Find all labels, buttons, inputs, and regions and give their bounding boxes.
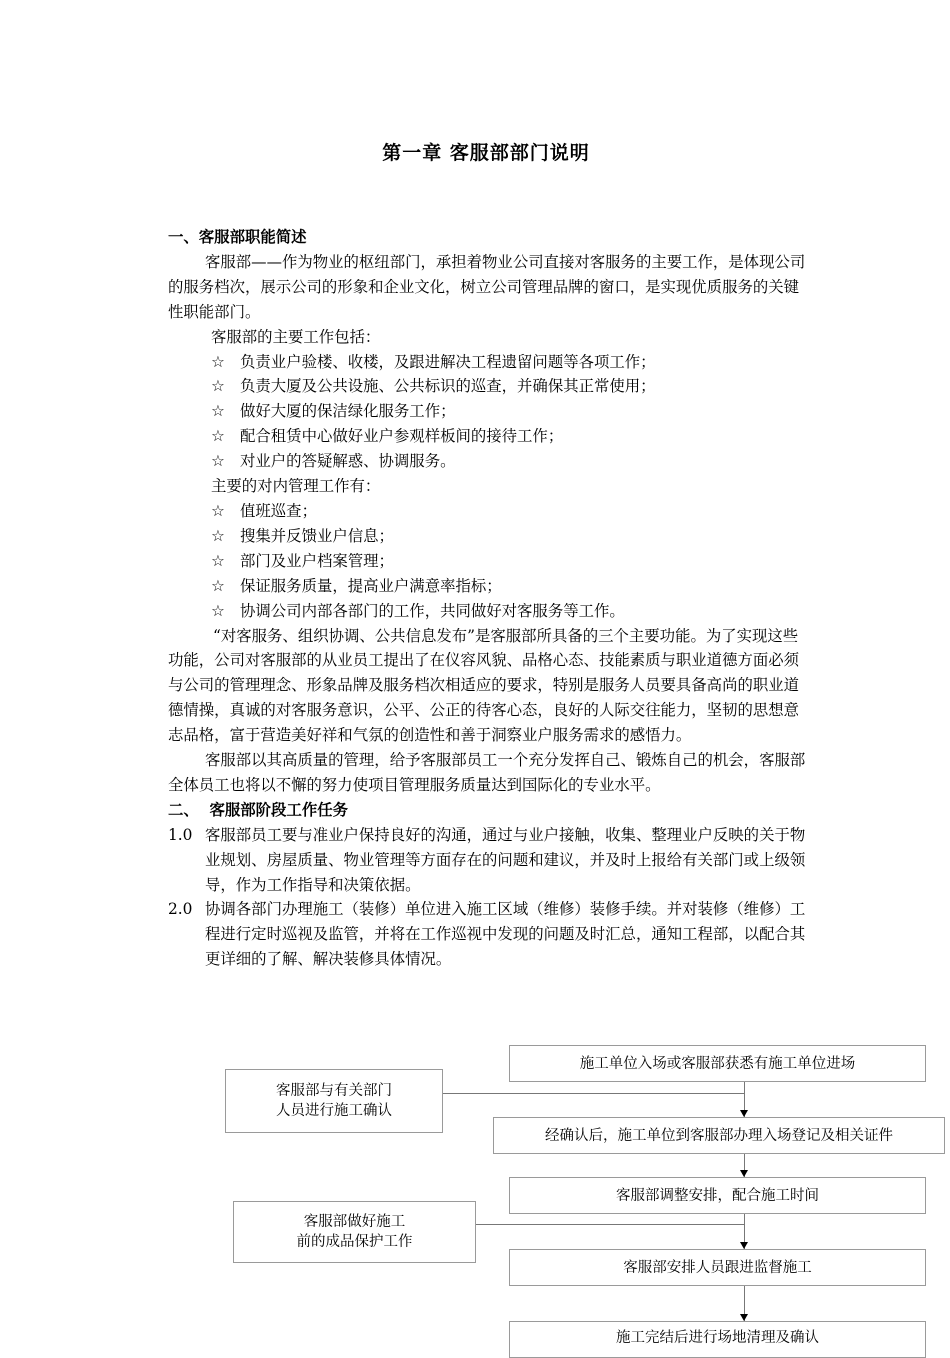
list-item: ☆ 对业户的答疑解惑、协调服务。 [168,449,808,474]
arrow-icon [740,1170,748,1177]
list-item: ☆ 负责大厦及公共设施、公共标识的巡查，并确保其正常使用； [168,374,808,399]
section1-intro: 客服部——作为物业的枢纽部门，承担着物业公司直接对客服务的主要工作，是体现公司的服务档次，展示公司的形象和企业文化，树立公司管理品牌的窗口，是实现优质服务的关键性职能部门。 [168,252,806,321]
star-icon: ☆ [211,576,225,595]
functions-paragraph: “对客服务、组织协调、公共信息发布”是客服部所具备的三个主要功能。为了实现这些功能，公司对客服部的从业员工提出了在仪容风貌、品格心态、技能素质与职业道德方面必须与公司的管理理念、形象品牌及服务档次相适应的要求，特别是服务人员要具备高尚的职业道德情操，真诚的对客服务意识，公平、公正的待客心态，良好的人际交往能力，坚韧的思想意志品格，富于营造美好祥和气氛的创造性和善于洞察业户服务需求的感悟力。 [168,626,800,745]
arrow-icon [740,1110,748,1117]
side-connector [476,1224,745,1225]
main-work-label: 客服部的主要工作包括： [211,327,381,346]
star-icon: ☆ [211,526,225,545]
star-icon: ☆ [211,427,225,446]
flow-step: 施工完结后进行场地清理及确认 [509,1321,926,1358]
list-item: ☆ 值班巡查； [168,499,808,524]
flow-step: 施工单位入场或客服部获悉有施工单位进场 [509,1045,926,1082]
star-icon: ☆ [211,601,225,620]
item-text: 客服部员工要与准业户保持良好的沟通，通过与业户接触，收集、整理业户反映的关于物业规划、房屋质量、物业管理等方面存在的问题和建议，并及时上报给有关部门或上级领导，作为工作指导和决策依据。 [205,825,806,894]
list-item: ☆ 协调公司内部各部门的工作，共同做好对客服务等工作。 [168,599,808,624]
star-icon: ☆ [211,377,225,396]
star-icon: ☆ [211,551,225,570]
flow-step: 经确认后，施工单位到客服部办理入场登记及相关证件 [493,1117,945,1154]
flow-step: 客服部安排人员跟进监督施工 [509,1249,926,1286]
section1-heading: 一、客服部职能简述 [168,228,307,246]
flow-side-note: 客服部做好施工 前的成品保护工作 [233,1201,476,1263]
section2-heading: 二、 客服部阶段工作任务 [168,800,349,819]
arrow-icon [740,1314,748,1321]
list-item: ☆ 搜集并反馈业户信息； [168,524,808,549]
list-item: ☆ 做好大厦的保洁绿化服务工作； [168,399,808,424]
internal-work-label: 主要的对内管理工作有： [211,477,381,496]
side-connector [443,1093,745,1094]
item-number: 1.0 [168,825,193,844]
star-icon: ☆ [211,352,225,371]
star-icon: ☆ [211,452,225,471]
list-item: ☆ 配合租赁中心做好业户参观样板间的接待工作； [168,424,808,449]
chapter-title: 第一章 客服部部门说明 [382,142,590,164]
list-item: ☆ 负责业户验楼、收楼，及跟进解决工程遗留问题等各项工作； [168,350,808,375]
numbered-item [168,897,808,972]
flow-step: 客服部调整安排，配合施工时间 [509,1177,926,1214]
closing-paragraph: 客服部以其高质量的管理，给予客服部员工一个充分发挥自己、锻炼自己的机会，客服部全体员工也将以不懈的努力使项目管理服务质量达到国际化的专业水平。 [168,751,806,794]
document-body [168,225,808,972]
flow-side-note: 客服部与有关部门 人员进行施工确认 [225,1069,443,1133]
item-number: 2.0 [168,900,193,919]
star-icon: ☆ [211,501,225,520]
star-icon: ☆ [211,402,225,421]
list-item: ☆ 部门及业户档案管理； [168,549,808,574]
arrow-icon [740,1242,748,1249]
item-text: 协调各部门办理施工（装修）单位进入施工区域（维修）装修手续。并对装修（维修）工程进行定时巡视及监管，并将在工作巡视中发现的问题及时汇总，通知工程部，以配合其更详细的了解、解决装修具体情况。 [205,900,806,969]
numbered-item [168,823,808,898]
list-item: ☆ 保证服务质量，提高业户满意率指标； [168,574,808,599]
